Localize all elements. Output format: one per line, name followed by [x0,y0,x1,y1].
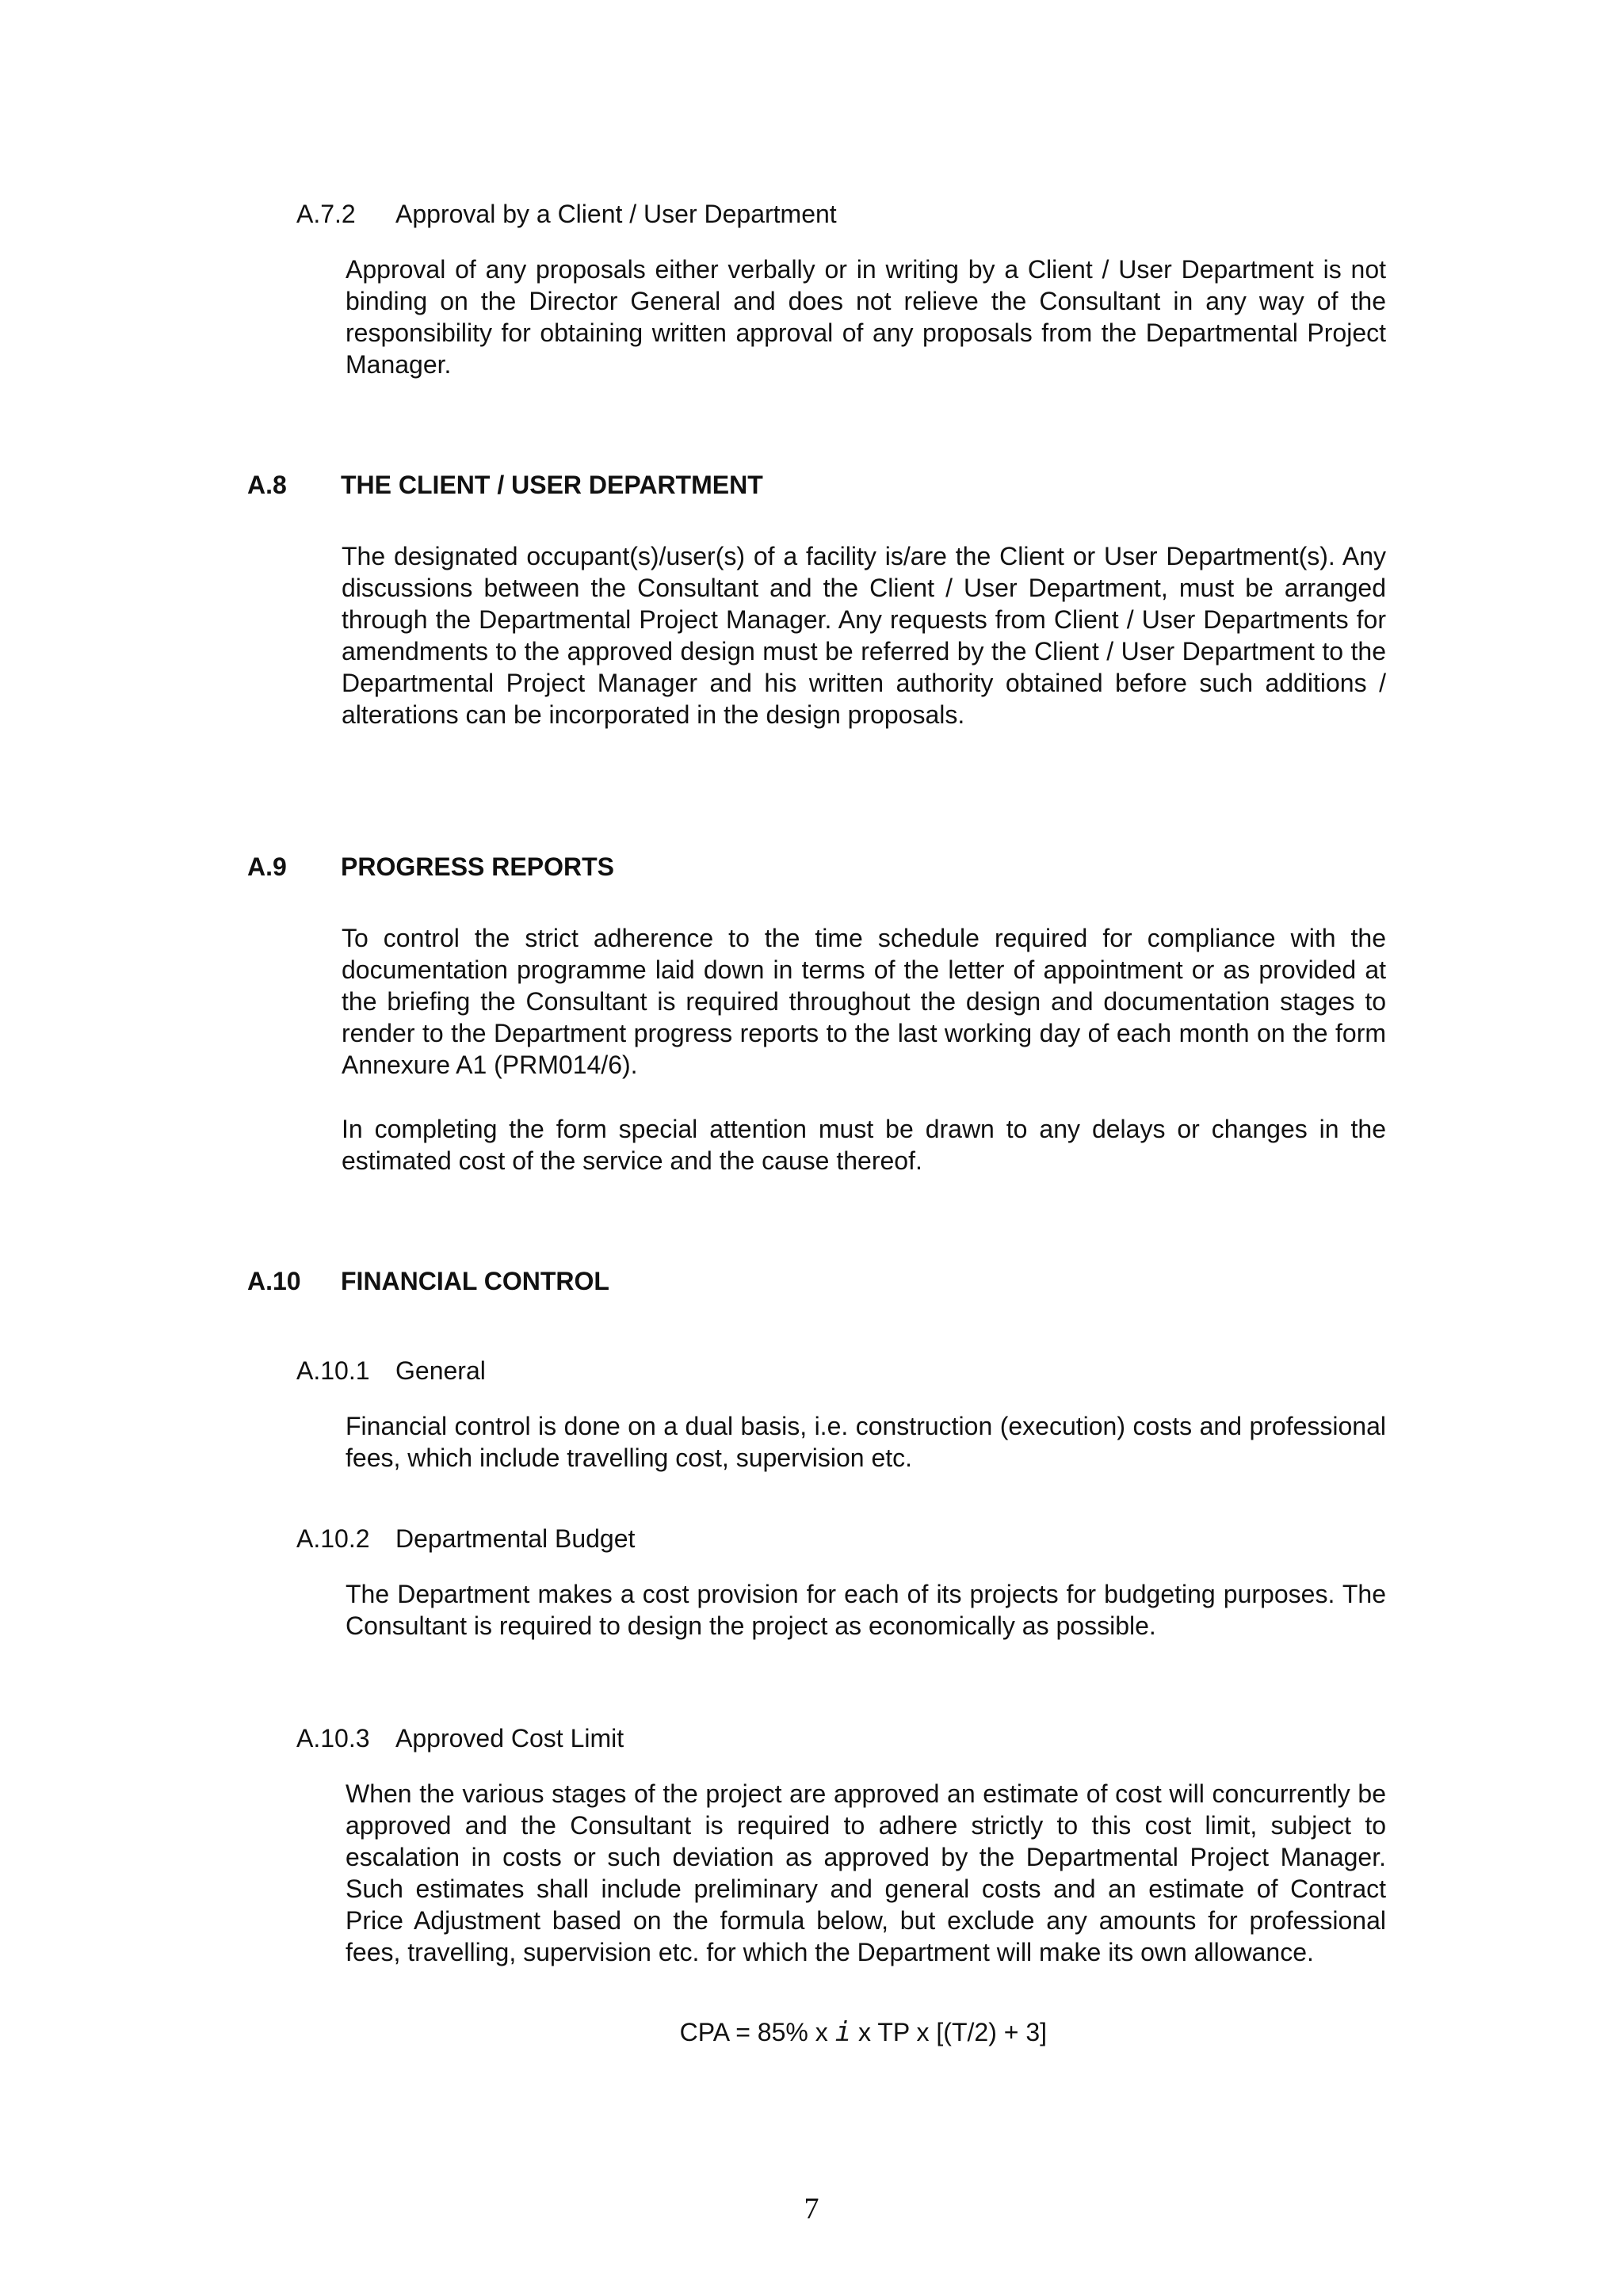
subsection-number: A.10.2 [296,1524,370,1553]
formula-suffix: x TP x [(T/2) + 3] [858,2018,1047,2046]
subsection-heading-a7-2 [296,198,837,230]
formula-variable-i: i [834,2016,852,2048]
paragraph-a10-1: Financial control is done on a dual basis, i.e. construction (execution) costs and professional fees, which include travelling cost, supervision etc. [346,1412,1386,1472]
formula-prefix: CPA = 85% x [679,2018,828,2046]
subsection-heading-a10-1 [296,1355,486,1386]
paragraph-a7-2: Approval of any proposals either verbally or in writing by a Client / User Department is not binding on the Director General and does not relieve the Consultant in any way of the responsibility for obtaining written approval of any proposals from the Departmental Project Manager. [346,255,1386,379]
subsection-heading-a10-2 [296,1523,635,1554]
subsection-number: A.7.2 [296,200,356,228]
section-number: A.10 [247,1267,301,1295]
section-title: THE CLIENT / USER DEPARTMENT [341,471,763,499]
subsection-title: Approval by a Client / User Department [395,200,837,228]
page-number: 7 [804,2192,819,2225]
subsection-title: General [395,1356,486,1385]
paragraph-a9-1: To control the strict adherence to the time schedule required for compliance with the documentation programme laid down in terms of the letter of appointment or as provided at the briefing the Consultant is required throughout the design and documentation stages to render to the Department progress reports to the last working day of each month on the form Annexure A1 (PRM014/6). [342,924,1386,1079]
subsection-number: A.10.3 [296,1724,370,1753]
cpa-formula [0,2016,1047,2048]
section-number: A.9 [247,852,287,881]
section-title: PROGRESS REPORTS [341,852,614,881]
paragraph-a10-2: The Department makes a cost provision for each of its projects for budgeting purposes. The Consultant is required to design the project as economically as possible. [346,1580,1386,1640]
subsection-title: Departmental Budget [395,1524,636,1553]
section-title: FINANCIAL CONTROL [341,1267,609,1295]
paragraph-a9-2: In completing the form special attention must be drawn to any delays or changes in the estimated cost of the service and the cause thereof. [342,1115,1386,1175]
paragraph-a8: The designated occupant(s)/user(s) of a facility is/are the Client or User Department(s). Any discussions between the Consultant and the Client / User Department, must be arranged through the Departmental Project Manager. Any requests from Client / User Departments for amendments to the approved design must be referred by the Client / User Department to the Departmental Project Manager and his written authority obtained before such additions / alterations can be incorporated in the design proposals. [342,542,1386,729]
paragraph-a10-3: When the various stages of the project are approved an estimate of cost will concurrently be approved and the Consultant is required to adhere strictly to this cost limit, subject to escalation in costs or such deviation as approved by the Departmental Project Manager. Such estimates shall include preliminary and general costs and an estimate of Contract Price Adjustment based on the formula below, but exclude any amounts for professional fees, travelling, supervision etc. for which the Department will make its own allowance. [346,1779,1386,1966]
subsection-number: A.10.1 [296,1356,370,1385]
section-number: A.8 [247,471,287,499]
subsection-heading-a10-3 [296,1722,624,1754]
subsection-title: Approved Cost Limit [395,1724,624,1753]
